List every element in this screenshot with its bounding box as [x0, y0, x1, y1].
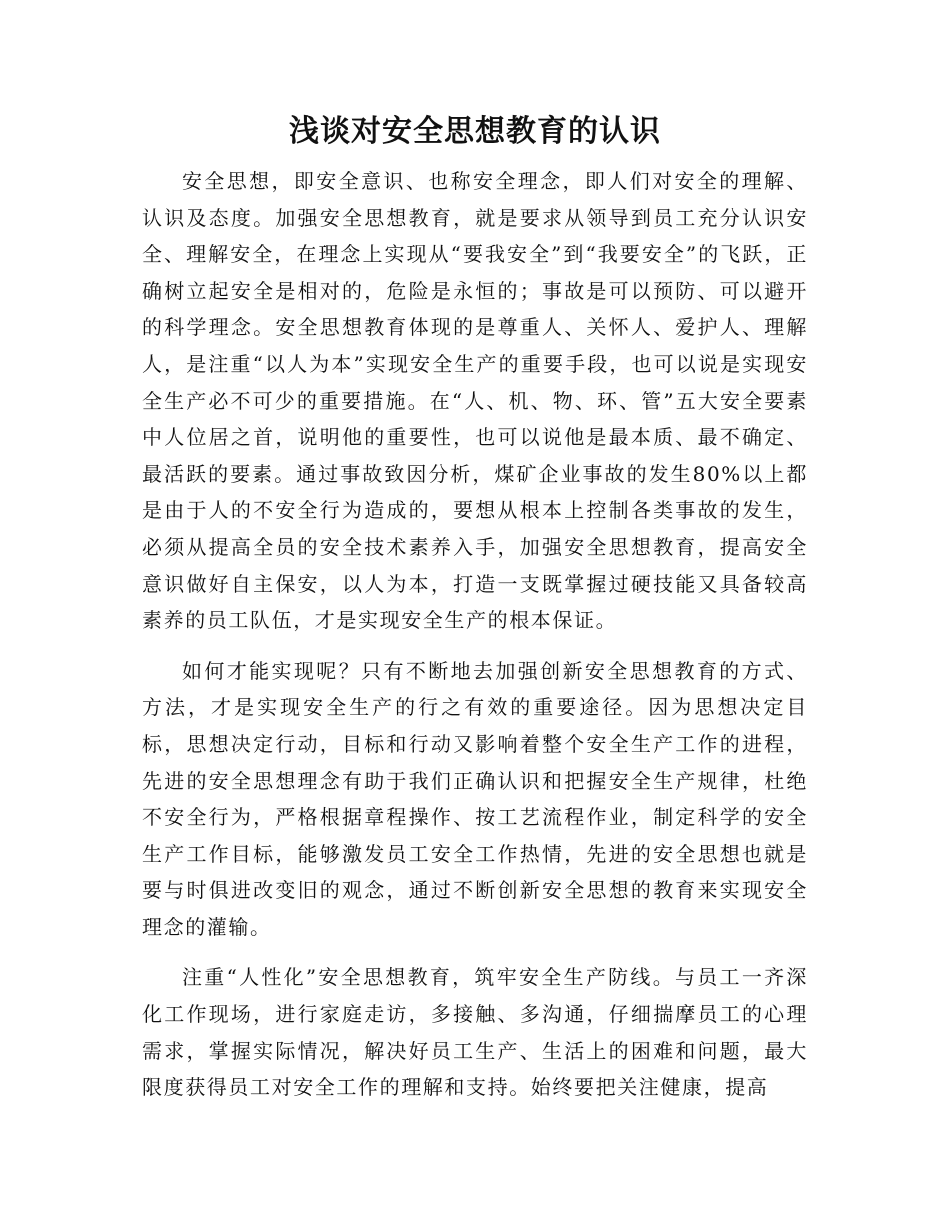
document-body [142, 163, 808, 1120]
document-title: 浅谈对安全思想教育的认识 [289, 114, 661, 149]
paragraph-1: 安全思想，即安全意识、也称安全理念，即人们对安全的理解、认识及态度。加强安全思想教育，就是要求从领导到员工充分认识安全、理解安全，在理念上实现从“要我安全”到“我要安全”的飞跃，正确树立起安全是相对的，危险是永恒的；事故是可以预防、可以避开的科学理念。安全思想教育体现的是尊重人、关怀人、爱护人、理解人，是注重“以人为本”实现安全生产的重要手段，也可以说是实现安全生产必不可少的重要措施。在“人、机、物、环、管”五大安全要素中人位居之首，说明他的重要性，也可以说他是最本质、最不确定、最活跃的要素。通过事故致因分析，煤矿企业事故的发生80%以上都是由于人的不安全行为造成的，要想从根本上控制各类事故的发生，必须从提高全员的安全技术素养入手，加强安全思想教育，提高安全意识做好自主保安，以人为本，打造一支既掌握过硬技能又具备较高素养的员工队伍，才是实现安全生产的根本保证。 [142, 169, 808, 633]
paragraph-3: 注重“人性化”安全思想教育，筑牢安全生产防线。与员工一齐深化工作现场，进行家庭走访，多接触、多沟通，仔细揣摩员工的心理需求，掌握实际情况，解决好员工生产、生活上的困难和问题，最大限度获得员工对安全工作的理解和支持。始终要把关注健康，提高 [142, 965, 808, 1100]
paragraph-2: 如何才能实现呢？只有不断地去加强创新安全思想教育的方式、方法，才是实现安全生产的行之有效的重要途径。因为思想决定目标，思想决定行动，目标和行动又影响着整个安全生产工作的进程，先进的安全思想理念有助于我们正确认识和把握安全生产规律，杜绝不安全行为，严格根据章程操作、按工艺流程作业，制定科学的安全生产工作目标，能够激发员工安全工作热情，先进的安全思想也就是要与时俱进改变旧的观念，通过不断创新安全思想的教育来实现安全理念的灌输。 [142, 658, 808, 939]
